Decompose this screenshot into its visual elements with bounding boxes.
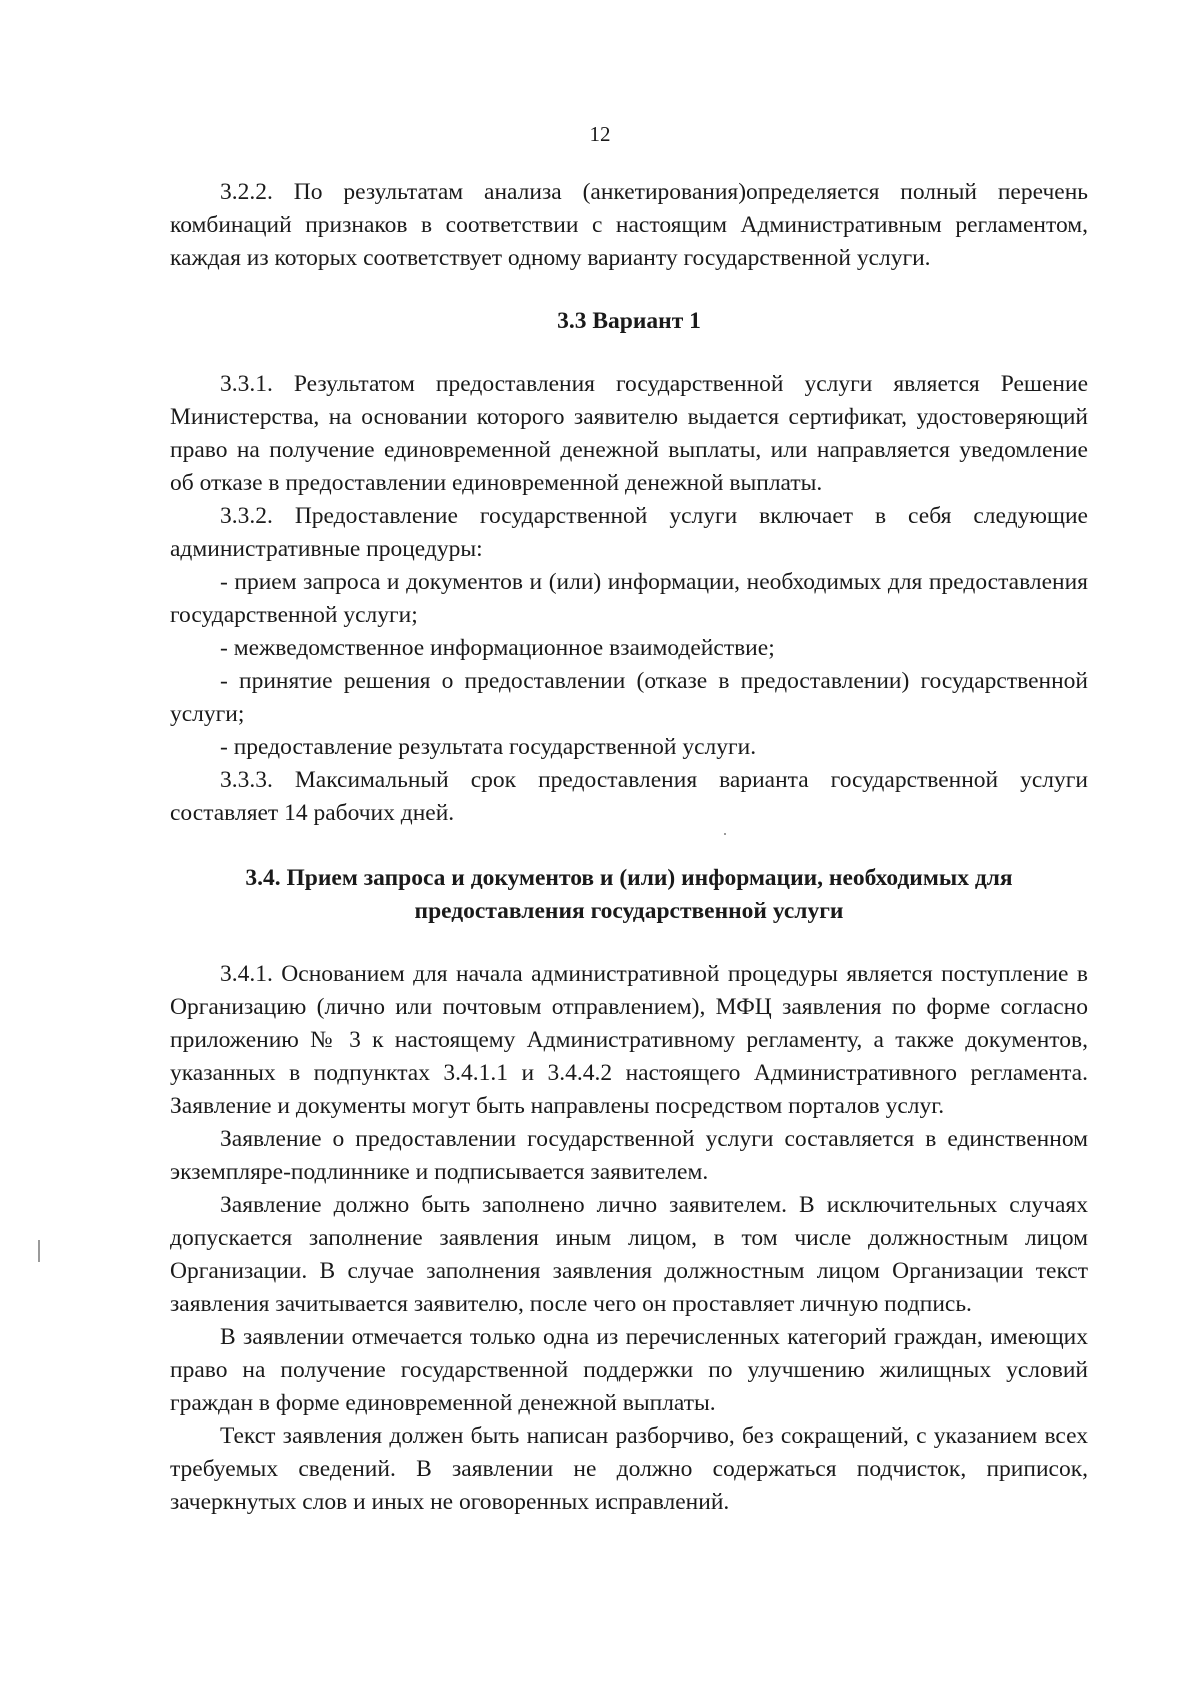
paragraph-3-4-1: 3.4.1. Основанием для начала административной процедуры является поступление в Организацию (лично или почтовым отправлением), МФЦ заявления по форме согласно приложению № 3 к настоящему Административному регламенту, а также документов, указанных в подпунктах 3.4.1.1 и 3.4.4.2 настоящего Административного регламента. Заявление и документы могут быть направлены посредством порталов услуг.	[170, 961, 1088, 1119]
paragraph-3-2-2: 3.2.2. По результатам анализа (анкетирования)определяется полный перечень комбинаций признаков в соответствии с настоящим Административным регламентом, каждая из которых соответствует одному варианту государственной услуги.	[170, 179, 1088, 271]
list-item-procedure-3: - принятие решения о предоставлении (отказе в предоставлении) государственной услуги;	[170, 668, 1088, 727]
list-item-procedure-2: - межведомственное информационное взаимодействие;	[220, 635, 775, 661]
page-number: 12	[589, 122, 611, 146]
paragraph-3-3-1: 3.3.1. Результатом предоставления государственной услуги является Решение Министерства, на основании которого заявителю выдается сертификат, удостоверяющий право на получение единовременной денежной выплаты, или направляется уведомление об отказе в предоставлении единовременной денежной выплаты.	[170, 371, 1088, 496]
paragraph-3-3-2: 3.3.2. Предоставление государственной услуги включает в себя следующие административные процедуры:	[170, 503, 1088, 562]
scan-artifact-dot	[724, 833, 726, 835]
list-item-procedure-4: - предоставление результата государственной услуги.	[220, 734, 757, 760]
paragraph-application-text: Текст заявления должен быть написан разборчиво, без сокращений, с указанием всех требуемых сведений. В заявлении не должно содержаться подчисток, приписок, зачеркнутых слов и иных не оговоренных исправлений.	[170, 1423, 1088, 1515]
paragraph-application-category: В заявлении отмечается только одна из перечисленных категорий граждан, имеющих право на получение государственной поддержки по улучшению жилищных условий граждан в форме единовременной денежной выплаты.	[170, 1324, 1088, 1416]
paragraph-application-filling: Заявление должно быть заполнено лично заявителем. В исключительных случаях допускается заполнение заявления иным лицом, в том числе должностным лицом Организации. В случае заполнения заявления должностным лицом Организации текст заявления зачитывается заявителю, после чего он проставляет личную подпись.	[170, 1192, 1088, 1317]
heading-section-3-3: 3.3 Вариант 1	[557, 308, 701, 334]
scan-artifact-left-mark	[38, 1240, 40, 1262]
paragraph-3-3-3: 3.3.3. Максимальный срок предоставления варианта государственной услуги составляет 14 рабочих дней.	[170, 767, 1088, 826]
list-item-procedure-1: - прием запроса и документов и (или) информации, необходимых для предоставления государственной услуги;	[170, 569, 1088, 628]
heading-section-3-4: 3.4. Прием запроса и документов и (или) информации, необходимых для предоставления государственной услуги	[245, 865, 1013, 924]
document-body	[170, 176, 1088, 1519]
paragraph-application-copy: Заявление о предоставлении государственной услуги составляется в единственном экземпляре-подлиннике и подписывается заявителем.	[170, 1126, 1088, 1185]
